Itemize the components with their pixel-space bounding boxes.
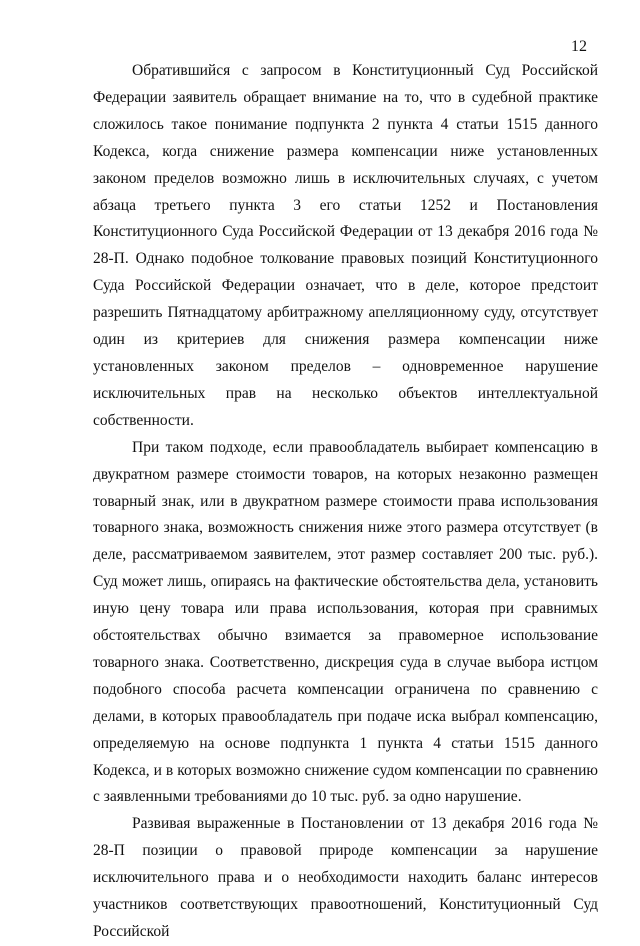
paragraph-3: Развивая выраженные в Постановлении от 13 декабря 2016 года № 28-П позиции о правовой природе компенсации за нарушение исключительного права и о необходимости находить баланс интересов участников соответствующих правоотношений, Конституционный Суд Российской (93, 815, 598, 940)
paragraph-2: При таком подходе, если правообладатель выбирает компенсацию в двукратном размере стоимости товаров, на которых незаконно размещен товарный знак, или в двукратном размере стоимости права использования товарного знака, возможность снижения ниже этого размера отсутствует (в деле, рассматриваемом заявителем, этот размер составляет 200 тыс. руб.). Суд может лишь, опираясь на фактические обстоятельства дела, установить иную цену товара или права использования, которая при сравнимых обстоятельствах обычно взимается за правомерное использование товарного знака. Соответственно, дискреция суда в случае выбора истцом подобного способа расчета компенсации ограничена по сравнению с делами, в которых правообладатель при подаче иска выбрал компенсацию, определяемую на основе подпункта 1 пункта 4 статьи 1515 данного Кодекса, и в которых возможно снижение судом компенсации по сравнению с заявленными требованиями до 10 тыс. руб. за одно нарушение. (93, 438, 598, 806)
body-text (93, 58, 598, 946)
paragraph-1: Обратившийся с запросом в Конституционный Суд Российской Федерации заявитель обращает внимание на то, что в судебной практике сложилось такое понимание подпункта 2 пункта 4 статьи 1515 данного Кодекса, когда снижение размера компенсации ниже установленных законом пределов возможно лишь в исключительных случаях, с учетом абзаца третьего пункта 3 его статьи 1252 и Постановления Конституционного Суда Российской Федерации от 13 декабря 2016 года № 28-П. Однако подобное толкование правовых позиций Конституционного Суда Российской Федерации означает, что в деле, которое предстоит разрешить Пятнадцатому арбитражному апелляционному суду, отсутствует один из критериев для снижения размера компенсации ниже установленных законом пределов – одновременное нарушение исключительных прав на несколько объектов интеллектуальной собственности. (93, 62, 598, 429)
page-number: 12 (571, 38, 587, 55)
